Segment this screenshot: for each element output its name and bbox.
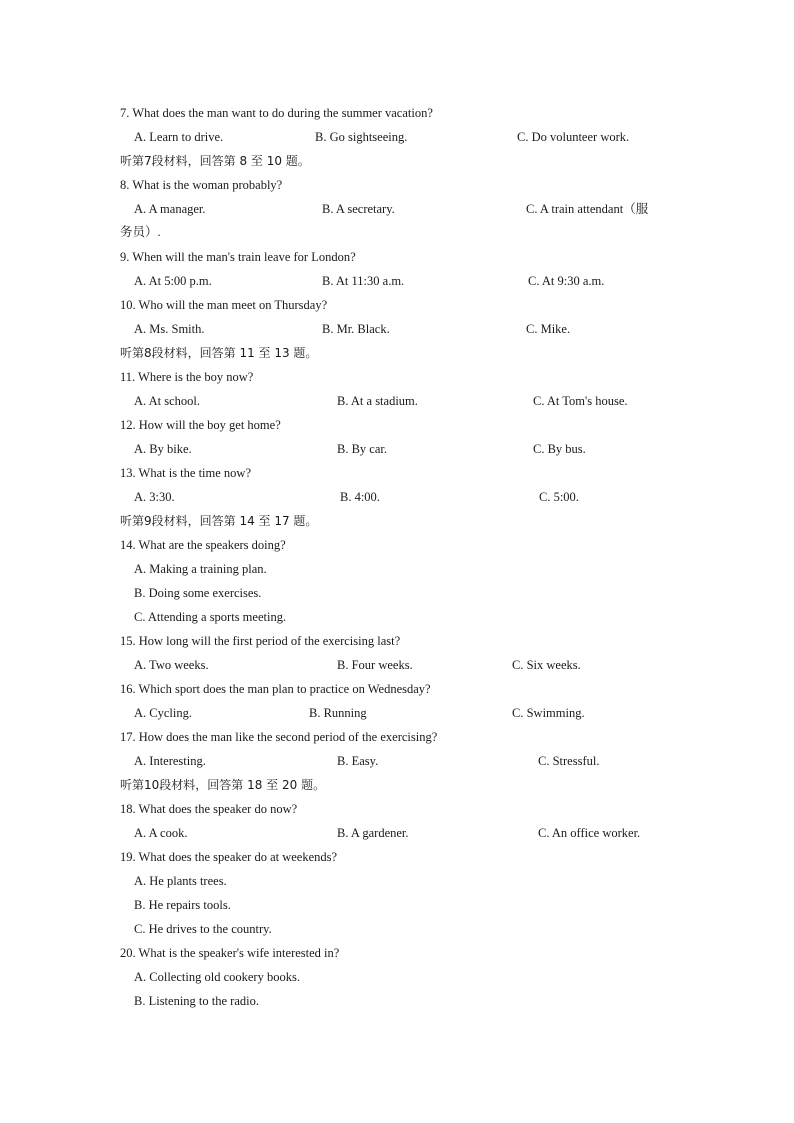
option-17a: A. Interesting. <box>134 754 206 768</box>
section-heading-10: 听第10段材料，回答第 18 至 20 题。 <box>120 778 326 792</box>
option-18b: B. A gardener. <box>337 826 409 840</box>
option-17c: C. Stressful. <box>538 754 600 768</box>
option-14a: A. Making a training plan. <box>134 562 267 576</box>
option-16c: C. Swimming. <box>512 706 585 720</box>
option-19a: A. He plants trees. <box>134 874 227 888</box>
option-20b: B. Listening to the radio. <box>134 994 259 1008</box>
option-16a: A. Cycling. <box>134 706 192 720</box>
option-7b: B. Go sightseeing. <box>315 130 408 144</box>
question-14: 14. What are the speakers doing? <box>120 538 286 552</box>
option-14b: B. Doing some exercises. <box>134 586 262 600</box>
option-20a: A. Collecting old cookery books. <box>134 970 300 984</box>
question-18: 18. What does the speaker do now? <box>120 802 298 816</box>
option-10a: A. Ms. Smith. <box>134 322 205 336</box>
option-10b: B. Mr. Black. <box>322 322 390 336</box>
question-13: 13. What is the time now? <box>120 466 251 480</box>
option-11c: C. At Tom's house. <box>533 394 628 408</box>
option-12c: C. By bus. <box>533 442 586 456</box>
option-7c: C. Do volunteer work. <box>517 130 630 144</box>
option-13a: A. 3:30. <box>134 490 175 504</box>
option-8a: A. A manager. <box>134 202 206 216</box>
question-17: 17. How does the man like the second period of the exercising? <box>120 730 438 744</box>
option-14c: C. Attending a sports meeting. <box>134 610 287 624</box>
option-18a: A. A cook. <box>134 826 188 840</box>
option-18c: C. An office worker. <box>538 826 641 840</box>
option-8c: C. A train attendant（服 <box>526 202 649 216</box>
question-8: 8. What is the woman probably? <box>120 178 283 192</box>
option-11b: B. At a stadium. <box>337 394 418 408</box>
question-16: 16. Which sport does the man plan to practice on Wednesday? <box>120 682 431 696</box>
question-12: 12. How will the boy get home? <box>120 418 281 432</box>
option-15a: A. Two weeks. <box>134 658 209 672</box>
option-10c: C. Mike. <box>526 322 571 336</box>
question-15: 15. How long will the first period of the exercising last? <box>120 634 401 648</box>
option-11a: A. At school. <box>134 394 200 408</box>
question-7: 7. What does the man want to do during the summer vacation? <box>120 106 433 120</box>
option-17b: B. Easy. <box>337 754 379 768</box>
option-8c-continued: 务员）. <box>120 225 161 239</box>
question-20: 20. What is the speaker's wife interested in? <box>120 946 340 960</box>
option-13c: C. 5:00. <box>539 490 579 504</box>
question-11: 11. Where is the boy now? <box>120 370 254 384</box>
section-heading-9: 听第9段材料，回答第 14 至 17 题。 <box>120 514 318 528</box>
option-12a: A. By bike. <box>134 442 192 456</box>
option-7a: A. Learn to drive. <box>134 130 224 144</box>
option-19b: B. He repairs tools. <box>134 898 231 912</box>
option-15b: B. Four weeks. <box>337 658 413 672</box>
question-10: 10. Who will the man meet on Thursday? <box>120 298 328 312</box>
option-8b: B. A secretary. <box>322 202 395 216</box>
question-19: 19. What does the speaker do at weekends? <box>120 850 338 864</box>
option-16b: B. Running <box>309 706 367 720</box>
section-heading-7: 听第7段材料，回答第 8 至 10 题。 <box>120 154 310 168</box>
option-9c: C. At 9:30 a.m. <box>528 274 605 288</box>
option-12b: B. By car. <box>337 442 387 456</box>
option-9b: B. At 11:30 a.m. <box>322 274 405 288</box>
section-heading-8: 听第8段材料，回答第 11 至 13 题。 <box>120 346 318 360</box>
option-9a: A. At 5:00 p.m. <box>134 274 212 288</box>
question-9: 9. When will the man's train leave for London? <box>120 250 356 264</box>
option-19c: C. He drives to the country. <box>134 922 272 936</box>
option-15c: C. Six weeks. <box>512 658 581 672</box>
option-13b: B. 4:00. <box>340 490 380 504</box>
